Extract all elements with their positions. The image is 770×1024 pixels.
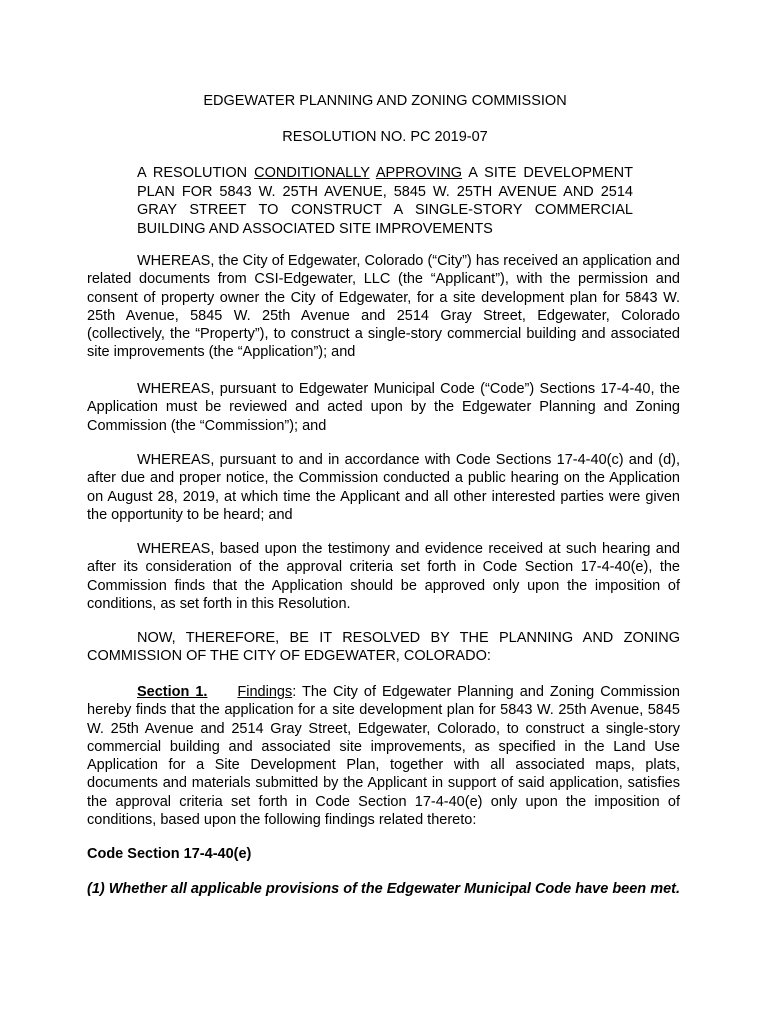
resolved-paragraph: NOW, THEREFORE, BE IT RESOLVED BY THE PLANNING AND ZONING COMMISSION OF THE CITY OF EDGEWATER, COLORADO: (87, 630, 680, 665)
resolution-title-approving: APPROVING (375, 165, 463, 181)
code-section-heading: Code Section 17-4-40(e) (87, 846, 252, 862)
section-1-text: : The City of Edgewater Planning and Zoning Commission hereby finds that the application for a site development plan for 5843 W. 25th Avenue, 5845 W. 25th Avenue and 2514 Gray Street, Edgewater, Colorado, to construct a single-story commercial building and associated site improvements, as specified in the Land Use Application for a Site Development Plan, together with all associated maps, plats, documents and materials submitted by the Applicant in support of said application, satisfies the approval criteria set forth in Code Section 17-4-40(e) only upon the imposition of conditions, based upon the following findings related thereto: (87, 684, 680, 829)
resolution-title (137, 164, 633, 238)
whereas-paragraph-1: WHEREAS, the City of Edgewater, Colorado (“City”) has received an application and related documents from CSI-Edgewater, LLC (the “Applicant”), with the permission and consent of property owner the City of Edgewater, for a site development plan for 5843 W. 25th Avenue, 5845 W. 25th Avenue and 2514 Gray Street, Edgewater, Colorado (collectively, the “Property”), to construct a single-story commercial building and associated site improvements (the “Application”); and (87, 253, 680, 361)
criterion-1: (1) Whether all applicable provisions of the Edgewater Municipal Code have been met. (87, 881, 681, 897)
resolution-title-prefix: A RESOLUTION (137, 165, 255, 181)
section-1-paragraph (87, 683, 680, 829)
resolution-number: RESOLUTION NO. PC 2019-07 (282, 129, 488, 145)
resolution-title-rest: A SITE DEVELOPMENT PLAN FOR 5843 W. 25TH AVENUE, 5845 W. 25TH AVENUE AND 2514 GRAY STREET TO CONSTRUCT A SINGLE-STORY COMMERCIAL BUILDING AND ASSOCIATED SITE IMPROVEMENTS (137, 165, 633, 237)
section-1-gap (207, 684, 237, 700)
whereas-paragraph-4: WHEREAS, based upon the testimony and evidence received at such hearing and after its consideration of the approval criteria set forth in Code Section 17-4-40(e), the Commission finds that the Application should be approved only upon the imposition of conditions, as set forth in this Resolution. (87, 541, 680, 612)
whereas-paragraph-2: WHEREAS, pursuant to Edgewater Municipal Code (“Code”) Sections 17-4-40, the Application must be reviewed and acted upon by the Edgewater Planning and Zoning Commission (the “Commission”); and (87, 381, 680, 434)
document-title: EDGEWATER PLANNING AND ZONING COMMISSION (203, 93, 567, 109)
section-1-label: Section 1. (137, 684, 208, 700)
resolution-title-conditionally: CONDITIONALLY (254, 165, 370, 181)
section-1-subtitle: Findings (237, 684, 293, 700)
whereas-paragraph-3: WHEREAS, pursuant to and in accordance with Code Sections 17-4-40(c) and (d), after due and proper notice, the Commission conducted a public hearing on the Application on August 28, 2019, at which time the Applicant and all other interested parties were given the opportunity to be heard; and (87, 452, 680, 523)
